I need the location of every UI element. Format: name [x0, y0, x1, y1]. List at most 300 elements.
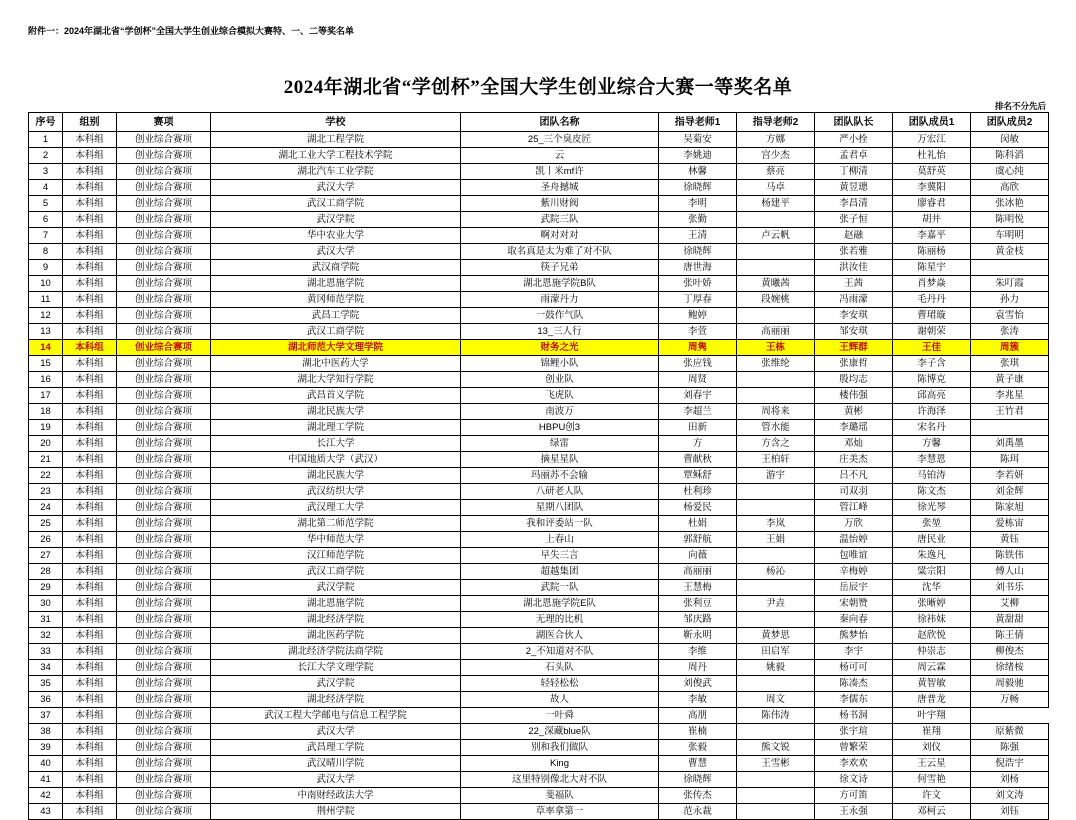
table-row	[29, 132, 1049, 148]
table-cell: 包唯谊	[815, 548, 893, 564]
table-cell: 湖北师范大学文理学院	[211, 340, 461, 356]
table-cell: 严小拴	[815, 132, 893, 148]
table-cell: 2	[29, 148, 63, 164]
table-cell: 武昌首义学院	[211, 388, 461, 404]
table-cell: 陈凑杰	[815, 676, 893, 692]
table-cell: 李若妍	[971, 468, 1049, 484]
table-cell: 24	[29, 500, 63, 516]
table-cell: 张涛	[971, 324, 1049, 340]
table-cell: 25_三个臭皮匠	[461, 132, 659, 148]
table-cell: 徐光琴	[893, 500, 971, 516]
table-cell: 39	[29, 740, 63, 756]
table-cell: 王栋	[737, 340, 815, 356]
table-cell: 湖北中医药大学	[211, 356, 461, 372]
table-cell: 方	[659, 436, 737, 452]
table-cell: 26	[29, 532, 63, 548]
table-cell: 35	[29, 676, 63, 692]
table-cell: 廖睿君	[893, 196, 971, 212]
table-cell: 创业综合赛项	[117, 436, 211, 452]
table-cell	[737, 676, 815, 692]
table-cell: 创业综合赛项	[117, 580, 211, 596]
table-cell: 王竹君	[971, 404, 1049, 420]
table-cell: 雨濛丹力	[461, 292, 659, 308]
table-cell: 高丽丽	[659, 564, 737, 580]
column-header: 赛项	[117, 113, 211, 132]
table-cell: 本科组	[63, 404, 117, 420]
table-cell: 6	[29, 212, 63, 228]
table-row	[29, 660, 1049, 676]
table-cell: 草率拿第一	[461, 804, 659, 820]
table-row	[29, 404, 1049, 420]
table-cell: 湖北工业大学工程技术学院	[211, 148, 461, 164]
column-header: 指导老师1	[659, 113, 737, 132]
table-cell: 武汉工程大学邮电与信息工程学院	[211, 708, 461, 724]
table-cell: 本科组	[63, 484, 117, 500]
table-row	[29, 436, 1049, 452]
table-cell: 20	[29, 436, 63, 452]
table-cell: 陈科滔	[971, 148, 1049, 164]
table-cell: 高丽丽	[737, 324, 815, 340]
table-cell: 本科组	[63, 372, 117, 388]
table-cell: 本科组	[63, 500, 117, 516]
table-cell: 周云霖	[893, 660, 971, 676]
table-cell: 圣舟撼城	[461, 180, 659, 196]
column-header: 组别	[63, 113, 117, 132]
table-cell: 秦向春	[815, 612, 893, 628]
table-cell: 43	[29, 804, 63, 820]
table-cell: 刘杨	[971, 772, 1049, 788]
table-cell: 22_深藏blue队	[461, 724, 659, 740]
table-cell: 王茜	[815, 276, 893, 292]
table-cell: 刘金辉	[971, 484, 1049, 500]
table-cell: 许海泽	[893, 404, 971, 420]
table-cell: 湖北恩施学院E队	[461, 596, 659, 612]
table-cell: 武汉工商学院	[211, 196, 461, 212]
table-cell: 31	[29, 612, 63, 628]
table-cell: 10	[29, 276, 63, 292]
table-cell: 湖北经济学院	[211, 692, 461, 708]
table-cell: 17	[29, 388, 63, 404]
table-row	[29, 500, 1049, 516]
table-cell: 陈伟涛	[737, 708, 815, 724]
table-row	[29, 164, 1049, 180]
table-cell: 肖梦焱	[893, 276, 971, 292]
table-cell: 早失三言	[461, 548, 659, 564]
table-cell: 徐晓辉	[659, 244, 737, 260]
table-cell: 创业综合赛项	[117, 196, 211, 212]
table-cell: 张康哲	[815, 356, 893, 372]
table-cell: 湖北经济学院法商学院	[211, 644, 461, 660]
table-row	[29, 788, 1049, 804]
table-cell: 艾柳	[971, 596, 1049, 612]
table-cell: 李岚	[737, 516, 815, 532]
table-cell: 万畅	[971, 692, 1049, 708]
table-cell: 唐民业	[893, 532, 971, 548]
table-cell: 华中师范大学	[211, 532, 461, 548]
table-cell: 本科组	[63, 564, 117, 580]
table-cell: 30	[29, 596, 63, 612]
table-cell: 殷均志	[815, 372, 893, 388]
table-cell: 尹垚	[737, 596, 815, 612]
table-cell	[971, 260, 1049, 276]
table-cell: 靳永明	[659, 628, 737, 644]
table-cell: 陈王倩	[971, 628, 1049, 644]
table-cell: 八研老人队	[461, 484, 659, 500]
table-cell: 赵融	[815, 228, 893, 244]
table-row	[29, 388, 1049, 404]
table-row	[29, 260, 1049, 276]
table-cell: 创业综合赛项	[117, 244, 211, 260]
table-row	[29, 612, 1049, 628]
table-row	[29, 276, 1049, 292]
table-cell: 38	[29, 724, 63, 740]
table-cell: 本科组	[63, 180, 117, 196]
table-cell: 万宏江	[893, 132, 971, 148]
table-cell: 16	[29, 372, 63, 388]
table-cell: 15	[29, 356, 63, 372]
table-cell	[737, 308, 815, 324]
table-cell: 本科组	[63, 644, 117, 660]
table-cell: 汉江师范学院	[211, 548, 461, 564]
table-cell: 游宇	[737, 468, 815, 484]
attachment-line: 附件一：2024年湖北省“学创杯”全国大学生创业综合模拟大赛特、一、二等奖名单	[28, 26, 355, 36]
table-cell: 武汉大学	[211, 772, 461, 788]
table-cell: 莫舒英	[893, 164, 971, 180]
table-row	[29, 212, 1049, 228]
table-row	[29, 292, 1049, 308]
table-cell: 庄美杰	[815, 452, 893, 468]
table-cell: 本科组	[63, 676, 117, 692]
table-row	[29, 564, 1049, 580]
table-cell: 创业综合赛项	[117, 276, 211, 292]
table-cell	[737, 212, 815, 228]
table-cell: 胡井	[893, 212, 971, 228]
table-row	[29, 452, 1049, 468]
table-cell: 袁雪怡	[971, 308, 1049, 324]
table-cell: 何雪艳	[893, 772, 971, 788]
table-cell: 王辉群	[815, 340, 893, 356]
table-cell: 中南财经政法大学	[211, 788, 461, 804]
table-cell: 李超兰	[659, 404, 737, 420]
table-cell: 斐福队	[461, 788, 659, 804]
table-cell: 湖北汽车工业学院	[211, 164, 461, 180]
table-cell: 湖北经济学院	[211, 612, 461, 628]
table-cell: 姚毅	[737, 660, 815, 676]
table-cell: 杨书洞	[815, 708, 893, 724]
table-cell: 刘文涛	[971, 788, 1049, 804]
table-cell: 曹慧	[659, 756, 737, 772]
table-cell: 刘禹墨	[971, 436, 1049, 452]
table-cell: 唐普龙	[893, 692, 971, 708]
table-cell: 创业综合赛项	[117, 500, 211, 516]
table-cell: 叶宇翔	[893, 708, 971, 724]
table-cell: 12	[29, 308, 63, 324]
table-cell: 吴菊安	[659, 132, 737, 148]
table-cell: 28	[29, 564, 63, 580]
table-cell: 本科组	[63, 388, 117, 404]
table-cell: 创业综合赛项	[117, 612, 211, 628]
table-cell: 9	[29, 260, 63, 276]
table-cell: 湖医合伙人	[461, 628, 659, 644]
table-cell: 王佳	[893, 340, 971, 356]
table-cell: 创业综合赛项	[117, 708, 211, 724]
table-cell: 张堃	[893, 516, 971, 532]
table-cell: 李昌清	[815, 196, 893, 212]
table-cell: 锦鲤小队	[461, 356, 659, 372]
table-cell: 长江大学文理学院	[211, 660, 461, 676]
table-row	[29, 580, 1049, 596]
table-cell: 倪浩宇	[971, 756, 1049, 772]
table-cell: 黄梦思	[737, 628, 815, 644]
table-cell: 陈家旭	[971, 500, 1049, 516]
table-row	[29, 420, 1049, 436]
table-cell: 无理的比机	[461, 612, 659, 628]
table-cell: 曹献秋	[659, 452, 737, 468]
table-cell: 本科组	[63, 340, 117, 356]
table-row	[29, 724, 1049, 740]
table-cell: 武汉学院	[211, 580, 461, 596]
table-cell: 创业综合赛项	[117, 676, 211, 692]
table-cell: 我和评委站一队	[461, 516, 659, 532]
table-cell: 林馨	[659, 164, 737, 180]
table-cell: 这里特别像北大对不队	[461, 772, 659, 788]
table-cell: 本科组	[63, 516, 117, 532]
table-cell: 武昌理工学院	[211, 740, 461, 756]
table-cell: 21	[29, 452, 63, 468]
table-cell: 马铂涛	[893, 468, 971, 484]
table-cell: 田启军	[737, 644, 815, 660]
table-cell: 22	[29, 468, 63, 484]
table-cell: 徐文诗	[815, 772, 893, 788]
table-cell: 创业综合赛项	[117, 644, 211, 660]
table-cell	[971, 420, 1049, 436]
table-cell: 徐晓辉	[659, 772, 737, 788]
table-cell: 34	[29, 660, 63, 676]
table-cell: 张冰艳	[971, 196, 1049, 212]
table-cell: 李安琪	[815, 308, 893, 324]
table-cell: 陈珥	[971, 452, 1049, 468]
table-cell: 徐绪桉	[971, 660, 1049, 676]
table-cell: 创业综合赛项	[117, 292, 211, 308]
table-row	[29, 708, 1049, 724]
table-cell	[737, 612, 815, 628]
table-cell: 王娟	[737, 532, 815, 548]
table-row	[29, 628, 1049, 644]
table-cell: 车明明	[971, 228, 1049, 244]
table-cell: 本科组	[63, 148, 117, 164]
table-cell: 湖北恩施学院	[211, 276, 461, 292]
table-cell: 陈强	[971, 740, 1049, 756]
table-row	[29, 228, 1049, 244]
table-cell: 石头队	[461, 660, 659, 676]
table-cell: 邓灿	[815, 436, 893, 452]
table-cell: 创业综合赛项	[117, 180, 211, 196]
table-cell: 湖北恩施学院B队	[461, 276, 659, 292]
table-cell: 徐祎妹	[893, 612, 971, 628]
table-cell: 湖北民族大学	[211, 468, 461, 484]
table-cell: 本科组	[63, 788, 117, 804]
table-cell: 仲崇志	[893, 644, 971, 660]
table-cell: 本科组	[63, 452, 117, 468]
table-cell: 李维	[659, 644, 737, 660]
table-cell: 黄子康	[971, 372, 1049, 388]
table-cell: 郭舒航	[659, 532, 737, 548]
table-cell: 32	[29, 628, 63, 644]
table-cell: 李嘉平	[893, 228, 971, 244]
table-cell: 武昌工学院	[211, 308, 461, 324]
table-cell: 武汉大学	[211, 244, 461, 260]
table-cell: 7	[29, 228, 63, 244]
table-cell: 星期八团队	[461, 500, 659, 516]
table-cell	[737, 788, 815, 804]
table-cell: 本科组	[63, 212, 117, 228]
table-cell: 洪汝佳	[815, 260, 893, 276]
table-cell: 本科组	[63, 628, 117, 644]
table-cell: 绿雷	[461, 436, 659, 452]
column-header: 学校	[211, 113, 461, 132]
table-cell	[737, 724, 815, 740]
table-header-row	[29, 113, 1049, 132]
table-cell: 创业综合赛项	[117, 724, 211, 740]
table-cell: 孙力	[971, 292, 1049, 308]
table-cell: 高欣	[971, 180, 1049, 196]
table-cell: 曹珺璇	[893, 308, 971, 324]
table-cell: 李兆星	[971, 388, 1049, 404]
table-cell: 19	[29, 420, 63, 436]
table-cell: 范永裁	[659, 804, 737, 820]
table-cell: 创业综合赛项	[117, 308, 211, 324]
table-cell: 张维纶	[737, 356, 815, 372]
table-cell: 摘星星队	[461, 452, 659, 468]
table-row	[29, 484, 1049, 500]
table-cell: 3	[29, 164, 63, 180]
table-cell: 刘俊武	[659, 676, 737, 692]
table-cell: 宫少杰	[737, 148, 815, 164]
table-cell: 王慧梅	[659, 580, 737, 596]
table-cell: 一鼓作气队	[461, 308, 659, 324]
table-cell: 本科组	[63, 356, 117, 372]
table-cell: 谢朝荣	[893, 324, 971, 340]
table-cell: 本科组	[63, 660, 117, 676]
table-cell: 长江大学	[211, 436, 461, 452]
table-cell: 本科组	[63, 772, 117, 788]
table-cell: 本科组	[63, 724, 117, 740]
table-cell: 南波万	[461, 404, 659, 420]
table-cell: 武院一队	[461, 580, 659, 596]
table-cell	[737, 388, 815, 404]
table-row	[29, 804, 1049, 820]
table-cell: 武汉工商学院	[211, 564, 461, 580]
table-cell: 紫川财阀	[461, 196, 659, 212]
table-row	[29, 516, 1049, 532]
table-row	[29, 532, 1049, 548]
table-cell: 吕不凡	[815, 468, 893, 484]
table-cell	[737, 260, 815, 276]
table-cell: 18	[29, 404, 63, 420]
table-cell: 13_三人行	[461, 324, 659, 340]
table-cell: 黄甜甜	[971, 612, 1049, 628]
table-cell	[737, 244, 815, 260]
table-cell: 创业综合赛项	[117, 164, 211, 180]
table-cell: 创业综合赛项	[117, 452, 211, 468]
table-row	[29, 340, 1049, 356]
table-cell: 33	[29, 644, 63, 660]
table-cell: 36	[29, 692, 63, 708]
table-cell: 李子含	[893, 356, 971, 372]
table-cell: 王清	[659, 228, 737, 244]
table-cell: 周文	[737, 692, 815, 708]
table-cell: 杜利珍	[659, 484, 737, 500]
table-cell: 杨爱民	[659, 500, 737, 516]
table-cell: 刘书乐	[971, 580, 1049, 596]
table-cell: 杜娟	[659, 516, 737, 532]
table-cell: 曾繁荣	[815, 740, 893, 756]
table-cell: 黄彬	[815, 404, 893, 420]
table-cell: 湖北大学知行学院	[211, 372, 461, 388]
table-cell: 27	[29, 548, 63, 564]
table-cell: 23	[29, 484, 63, 500]
table-cell: 向薇	[659, 548, 737, 564]
table-cell: 本科组	[63, 548, 117, 564]
table-cell: 唐世海	[659, 260, 737, 276]
table-cell: 创业综合赛项	[117, 468, 211, 484]
table-cell: 段婉桃	[737, 292, 815, 308]
table-cell: 徐晓辉	[659, 180, 737, 196]
table-row	[29, 676, 1049, 692]
table-row	[29, 244, 1049, 260]
table-cell: 别和我们做队	[461, 740, 659, 756]
table-cell: 本科组	[63, 740, 117, 756]
table-cell: 宋名丹	[893, 420, 971, 436]
table-cell: 41	[29, 772, 63, 788]
page-title: 2024年湖北省“学创杯”全国大学生创业综合大赛一等奖名单	[283, 77, 793, 98]
table-cell: 上春山	[461, 532, 659, 548]
table-cell: 张叶娇	[659, 276, 737, 292]
table-row	[29, 148, 1049, 164]
table-cell: 邹安琪	[815, 324, 893, 340]
table-cell: 李慧恩	[893, 452, 971, 468]
table-cell	[737, 372, 815, 388]
order-note: 排名不分先后	[994, 101, 1046, 111]
table-cell: 创业综合赛项	[117, 212, 211, 228]
table-cell: 轻轻松松	[461, 676, 659, 692]
table-cell: 本科组	[63, 804, 117, 820]
table-cell: 创业队	[461, 372, 659, 388]
table-cell: 财务之光	[461, 340, 659, 356]
table-cell: 创业综合赛项	[117, 132, 211, 148]
table-cell: 卢云帆	[737, 228, 815, 244]
table-cell: 张琪	[971, 356, 1049, 372]
table-row	[29, 308, 1049, 324]
table-cell: 柳俊杰	[971, 644, 1049, 660]
column-header: 团队成员1	[893, 113, 971, 132]
table-cell: 王柏轩	[737, 452, 815, 468]
table-cell: 5	[29, 196, 63, 212]
table-cell: 一叶舜	[461, 708, 659, 724]
table-cell: 黄曦茜	[737, 276, 815, 292]
table-cell: 陈博克	[893, 372, 971, 388]
table-cell: 周贤	[659, 372, 737, 388]
column-header: 序号	[29, 113, 63, 132]
table-cell: 周将来	[737, 404, 815, 420]
table-cell: 创业综合赛项	[117, 516, 211, 532]
table-cell: 超越集团	[461, 564, 659, 580]
table-cell: 万欣	[815, 516, 893, 532]
table-row	[29, 548, 1049, 564]
table-cell: 王云星	[893, 756, 971, 772]
table-cell: 故人	[461, 692, 659, 708]
table-body	[29, 132, 1049, 820]
